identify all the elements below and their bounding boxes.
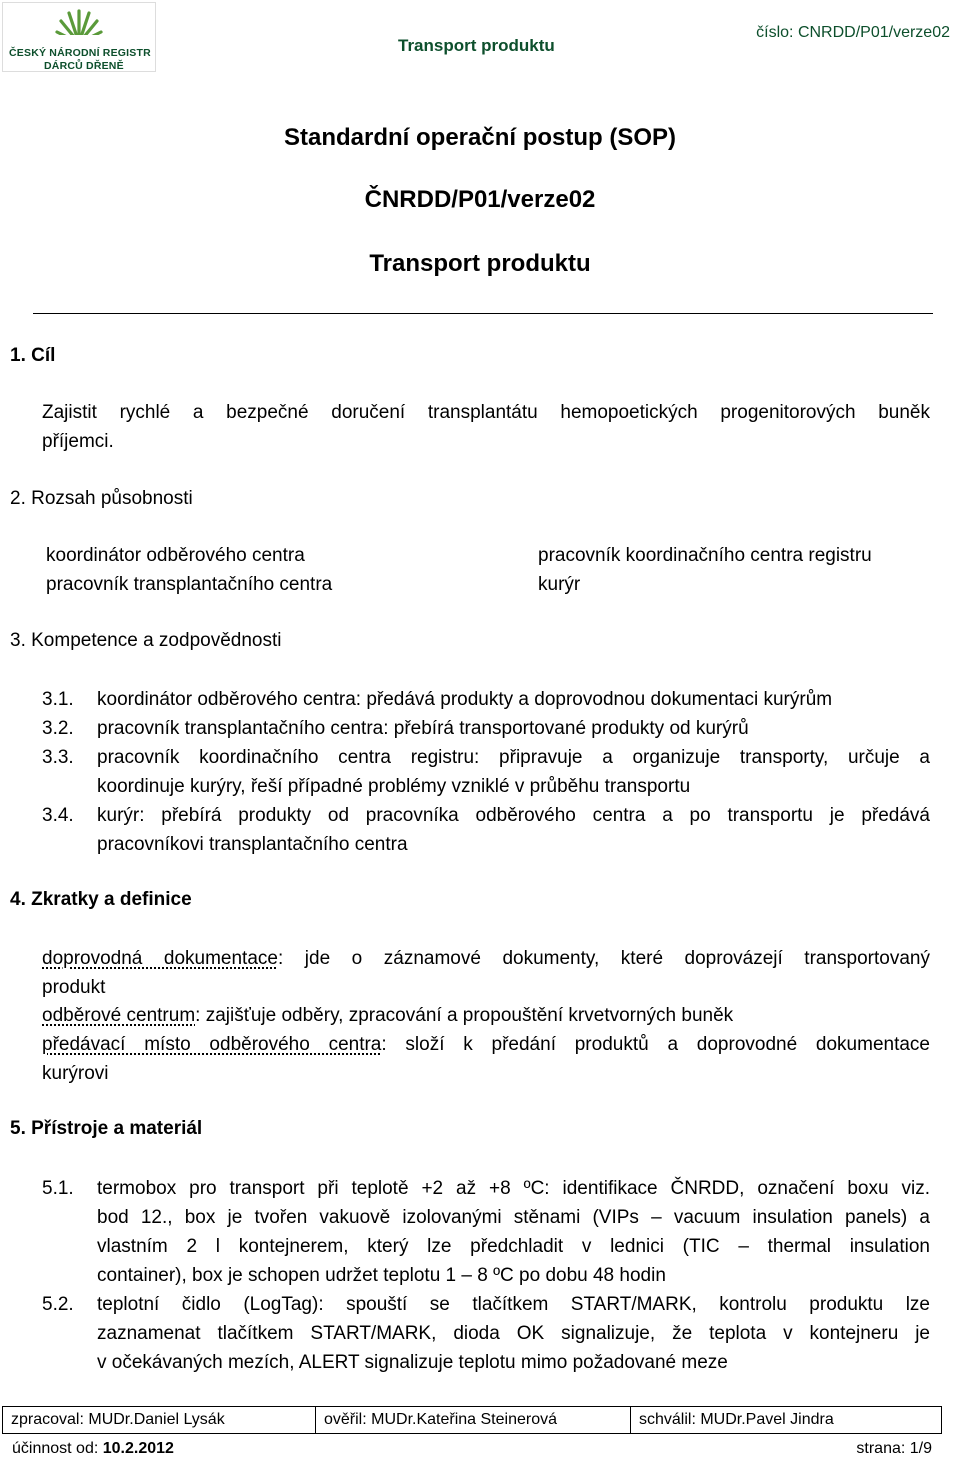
item-number: 3.1.: [42, 689, 74, 710]
section-3-heading: 3. Kompetence a zodpovědnosti: [10, 630, 282, 651]
title-divider: [33, 313, 933, 314]
sop-title: Standardní operační postup (SOP): [283, 124, 677, 151]
material-item-termobox: [97, 1174, 930, 1290]
scope-left-2: pracovník transplantačního centra: [46, 574, 333, 595]
definition-odberove-centrum: [42, 1001, 930, 1030]
item-line: pracovníkovi transplantačního centra: [97, 834, 408, 855]
header-doc-number: číslo: CNRDD/P01/verze02: [756, 24, 950, 41]
page-header: [0, 0, 960, 72]
competence-item: [97, 685, 930, 714]
material-item-logtag: [97, 1290, 930, 1377]
competence-item: [97, 714, 930, 743]
section-2-heading: 2. Rozsah působnosti: [10, 488, 193, 509]
scope-right-2: kurýr: [538, 574, 581, 595]
item-line: zaznamenat tlačítkem START/MARK, dioda OK signalizuje, že teplota v kontejneru je: [97, 1323, 930, 1344]
definition-line: produkt: [42, 977, 106, 998]
scope-left-1: koordinátor odběrového centra: [46, 545, 305, 566]
item-line: vlastním 2 l kontejnerem, který lze předchladit v lednici (TIC – thermal insulation: [97, 1236, 930, 1257]
sunburst-logo-icon: [55, 5, 103, 45]
definition-text: : jde o záznamové dokumenty, které doprovázejí transportovaný: [277, 948, 930, 969]
item-line: kurýr: přebírá produkty od pracovníka odběrového centra a po transportu je předává: [97, 805, 930, 826]
effective-label: účinnost od:: [12, 1440, 103, 1457]
verified-by: ověřil: MUDr.Kateřina Steinerová: [316, 1407, 631, 1433]
section-5-heading: 5. Přístroje a materiál: [10, 1118, 203, 1139]
item-line: pracovník transplantačního centra: přebírá transportované produkty od kurýrů: [97, 718, 749, 739]
item-number: 3.3.: [42, 747, 74, 768]
section-1-line2: příjemci.: [42, 431, 114, 452]
prepared-by: zpracoval: MUDr.Daniel Lysák: [3, 1407, 316, 1433]
definition-line: kurýrovi: [42, 1063, 109, 1084]
item-line: v očekávaných mezích, ALERT signalizuje teplotu mimo požadované meze: [97, 1352, 728, 1373]
header-title: Transport produktu: [398, 36, 555, 55]
definition-term: doprovodná dokumentace: [42, 948, 278, 969]
item-line: koordinuje kurýry, řeší případné problémy vzniklé v průběhu transportu: [97, 776, 691, 797]
item-line: termobox pro transport při teplotě +2 až +8 ºC: identifikace ČNRDD, označení boxu viz.: [97, 1178, 930, 1199]
section-1-heading: 1. Cíl: [10, 345, 56, 366]
section-1-text: [42, 398, 930, 456]
definition-line: [42, 1005, 733, 1026]
effective-date: [12, 1440, 174, 1458]
competence-item: [97, 743, 930, 801]
item-line: container), box je schopen udržet teplotu 1 – 8 ºC po dobu 48 hodin: [97, 1265, 666, 1286]
item-number: 5.2.: [42, 1294, 74, 1315]
definition-text: : složí k předání produktů a doprovodné dokumentace: [381, 1034, 930, 1055]
logo-text-line1: ČESKÝ NÁRODNÍ REGISTR: [9, 47, 151, 59]
page-number: strana: 1/9: [856, 1440, 932, 1457]
definition-predavaci-misto: [42, 1030, 930, 1088]
item-number: 3.2.: [42, 718, 74, 739]
scope-right-1: pracovník koordinačního centra registru: [538, 545, 872, 566]
item-number: 5.1.: [42, 1178, 74, 1199]
item-number: 3.4.: [42, 805, 74, 826]
definition-text: : zajišťuje odběry, zpracování a propouštění krvetvorných buněk: [195, 1005, 734, 1026]
item-line: bod 12., box je tvořen vakuově izolovanými stěnami (VIPs – vacuum insulation panels) a: [97, 1207, 930, 1228]
item-line: teplotní čidlo (LogTag): spouští se tlačítkem START/MARK, kontrolu produktu lze: [97, 1294, 930, 1315]
effective-date-value: 10.2.2012: [102, 1440, 174, 1457]
sop-code-title: ČNRDD/P01/verze02: [364, 186, 596, 213]
section-1-line1: Zajistit rychlé a bezpečné doručení transplantátu hemopoetických progenitorových buněk: [42, 402, 930, 423]
sop-subject-title: Transport produktu: [369, 250, 591, 277]
definition-line: [42, 1030, 930, 1059]
approval-table: [2, 1406, 942, 1434]
definition-term: předávací místo odběrového centra: [42, 1034, 382, 1055]
definition-line: [42, 944, 930, 973]
competence-item: [97, 801, 930, 859]
section-4-heading: 4. Zkratky a definice: [10, 889, 192, 910]
registry-logo: [2, 2, 156, 72]
item-line: koordinátor odběrového centra: předává produkty a doprovodnou dokumentaci kurýrům: [97, 689, 833, 710]
logo-text-line2: DÁRCŮ DŘENĚ: [44, 60, 124, 72]
item-line: pracovník koordinačního centra registru: připravuje a organizuje transporty, určuje a: [97, 747, 930, 768]
definition-doprovodna-dokumentace: [42, 944, 930, 1002]
approved-by: schválil: MUDr.Pavel Jindra: [639, 1411, 834, 1428]
definition-term: odběrové centrum: [42, 1005, 196, 1026]
